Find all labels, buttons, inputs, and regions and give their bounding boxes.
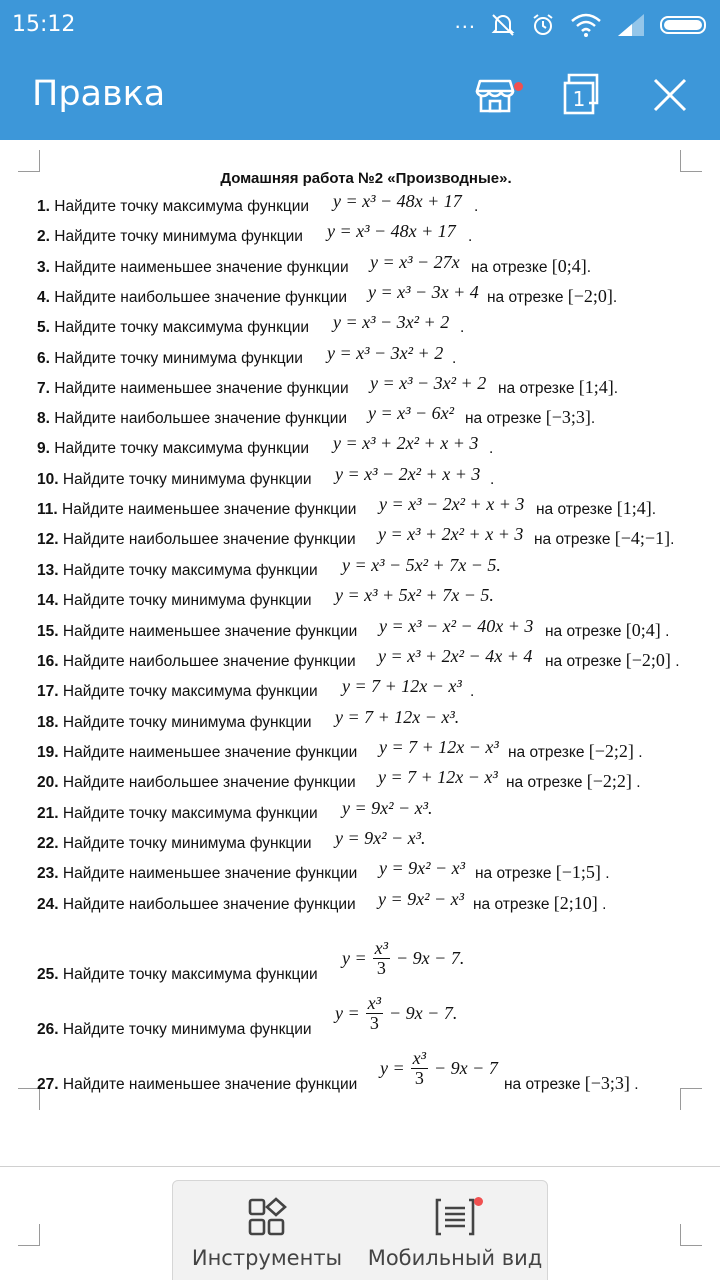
task-label xyxy=(37,966,318,984)
range-value: [−2;0] xyxy=(567,286,613,306)
task-end-mark: . xyxy=(470,683,475,700)
task-formula: y = x³ − 3x² + 2 xyxy=(333,312,450,332)
task-formula: y = 7 + 12x − x³ xyxy=(379,737,499,757)
task-item xyxy=(37,556,707,586)
task-number: 2. xyxy=(37,228,50,245)
task-label xyxy=(37,501,356,519)
range-label: на отрезке xyxy=(508,744,589,761)
task-label xyxy=(37,380,349,398)
task-suffix xyxy=(471,256,591,277)
task-end-mark: . xyxy=(660,623,670,640)
task-number: 20. xyxy=(37,774,59,791)
task-number: 19. xyxy=(37,744,59,761)
range-value: [−2;2] xyxy=(586,771,632,791)
task-text: Найдите точку минимума функции xyxy=(62,714,312,731)
mobile-view-badge xyxy=(474,1197,483,1206)
task-formula: y = x³ − 3x² + 2 xyxy=(327,343,444,363)
range-value: [−4;−1] xyxy=(614,528,671,548)
tools-grid-icon xyxy=(247,1197,287,1237)
task-text: Найдите наибольшее значение функции xyxy=(54,410,348,427)
task-end-mark: . xyxy=(631,774,641,791)
task-end-mark: . xyxy=(468,228,473,245)
task-item xyxy=(37,859,707,889)
fraction-denominator: 3 xyxy=(414,1068,424,1089)
task-formula: y = x³ − 2x² + x + 3 xyxy=(335,464,481,484)
task-text: Найдите точку максимума функции xyxy=(62,805,318,822)
formula-lead: y = xyxy=(335,1003,360,1024)
task-item xyxy=(37,1040,707,1102)
task-formula: y = x³ − 2x² + x + 3 xyxy=(379,494,525,514)
task-item xyxy=(37,738,707,768)
task-number: 22. xyxy=(37,835,59,852)
task-end-mark: . xyxy=(460,319,465,336)
task-end-mark: . xyxy=(452,350,457,367)
task-label xyxy=(37,259,349,277)
task-item xyxy=(37,799,707,829)
task-formula: y = x³ + 2x² + x + 3 xyxy=(378,524,524,544)
range-label: на отрезке xyxy=(475,865,556,882)
close-button[interactable] xyxy=(645,70,695,120)
task-suffix xyxy=(465,407,595,428)
task-suffix xyxy=(468,228,472,246)
status-time: 15:12 xyxy=(12,12,76,37)
task-number: 24. xyxy=(37,896,59,913)
page-title: Правка xyxy=(32,74,166,114)
task-formula: y = x³ − x² − 40x + 3 xyxy=(379,616,534,636)
task-label xyxy=(37,1076,357,1094)
task-label xyxy=(37,319,309,337)
fraction xyxy=(366,994,383,1033)
range-label: на отрезке xyxy=(471,259,552,276)
task-formula: y = 9x² − x³. xyxy=(342,798,433,818)
task-end-mark: . xyxy=(586,259,592,276)
task-number: 1. xyxy=(37,198,50,215)
task-text: Найдите наименьшее значение функции xyxy=(62,865,358,882)
task-item xyxy=(37,677,707,707)
range-label: на отрезке xyxy=(465,410,546,427)
task-text: Найдите наименьшее значение функции xyxy=(54,380,349,397)
task-formula: y = x³ + 5x² + 7x − 5. xyxy=(335,585,494,605)
task-label xyxy=(37,410,347,428)
task-suffix xyxy=(545,620,669,641)
task-formula: y = 9x² − x³ xyxy=(378,889,465,909)
task-text: Найдите наименьшее значение функции xyxy=(54,259,349,276)
task-number: 11. xyxy=(37,501,58,518)
task-number: 14. xyxy=(37,592,59,609)
task-end-mark: . xyxy=(670,531,675,548)
task-formula xyxy=(335,994,457,1033)
task-end-mark: . xyxy=(600,865,610,882)
formula-tail: − 9x − 7. xyxy=(396,948,465,969)
status-icons xyxy=(455,8,710,42)
mobile-view-button[interactable] xyxy=(361,1191,549,1280)
task-number: 7. xyxy=(37,380,50,397)
fraction-denominator: 3 xyxy=(369,1013,379,1034)
task-formula: y = 9x² − x³. xyxy=(335,828,426,848)
document-title: Домашняя работа №2 «Производные». xyxy=(220,170,512,187)
task-item xyxy=(37,890,707,920)
range-label: на отрезке xyxy=(545,653,626,670)
task-number: 26. xyxy=(37,1021,59,1038)
task-item xyxy=(37,647,707,677)
range-label: на отрезке xyxy=(534,531,615,548)
task-number: 27. xyxy=(37,1076,59,1093)
task-suffix xyxy=(536,498,656,519)
task-number: 9. xyxy=(37,440,50,457)
page-corner-mark xyxy=(18,150,40,172)
task-number: 15. xyxy=(37,623,59,640)
task-item xyxy=(37,586,707,616)
mobile-view-label: Мобильный вид xyxy=(367,1246,543,1270)
task-suffix xyxy=(474,198,478,216)
task-item xyxy=(37,930,707,992)
task-number: 23. xyxy=(37,865,59,882)
fraction-numerator: x³ xyxy=(412,1048,427,1069)
store-button[interactable] xyxy=(470,70,520,120)
page-corner-mark xyxy=(680,1224,702,1246)
task-label xyxy=(37,562,318,580)
close-icon xyxy=(652,77,688,113)
range-value: [−1;5] xyxy=(555,862,601,882)
task-end-mark: . xyxy=(474,198,479,215)
task-label xyxy=(37,744,357,762)
task-formula: y = x³ − 6x² xyxy=(368,403,455,423)
task-item xyxy=(37,404,707,434)
range-value: [−3;3] xyxy=(545,407,591,427)
task-text: Найдите точку максимума функции xyxy=(54,319,310,336)
task-suffix xyxy=(460,319,464,337)
fraction xyxy=(411,1049,428,1088)
task-suffix xyxy=(506,771,641,792)
fraction-denominator: 3 xyxy=(376,958,386,979)
task-label xyxy=(37,653,356,671)
task-label xyxy=(37,623,357,641)
task-item xyxy=(37,525,707,555)
task-formula xyxy=(342,939,464,978)
task-item xyxy=(37,829,707,859)
task-label xyxy=(37,289,347,307)
task-formula: y = x³ + 2x² + x + 3 xyxy=(333,433,479,453)
task-text: Найдите наибольшее значение функции xyxy=(62,774,356,791)
range-label: на отрезке xyxy=(487,289,568,306)
page-corner-mark xyxy=(680,150,702,172)
task-end-mark: . xyxy=(597,896,607,913)
task-number: 8. xyxy=(37,410,50,427)
task-suffix xyxy=(487,286,617,307)
task-label xyxy=(37,350,303,368)
task-item xyxy=(37,253,707,283)
task-item xyxy=(37,374,707,404)
task-item xyxy=(37,768,707,798)
range-value: [−2;0] xyxy=(625,650,671,670)
task-text: Найдите точку минимума функции xyxy=(62,835,312,852)
task-end-mark: . xyxy=(633,744,643,761)
task-text: Найдите наибольшее значение функции xyxy=(62,896,356,913)
task-formula: y = 7 + 12x − x³ xyxy=(378,767,498,787)
task-text: Найдите точку максимума функции xyxy=(62,562,318,579)
task-item xyxy=(37,344,707,374)
task-item xyxy=(37,985,707,1047)
task-item xyxy=(37,283,707,313)
range-label: на отрезке xyxy=(504,1076,585,1093)
copy-count: 1 xyxy=(572,87,586,111)
task-label xyxy=(37,774,356,792)
formula-tail: − 9x − 7. xyxy=(389,1003,458,1024)
task-end-mark: . xyxy=(490,471,495,488)
range-value: [0;4] xyxy=(551,256,587,276)
task-suffix xyxy=(504,1073,639,1094)
task-end-mark: . xyxy=(629,1076,639,1093)
wifi-icon xyxy=(570,12,602,38)
task-number: 10. xyxy=(37,471,59,488)
pages-button[interactable] xyxy=(558,70,608,120)
range-label: на отрезке xyxy=(473,896,554,913)
task-suffix xyxy=(545,650,680,671)
alarm-icon xyxy=(530,12,556,38)
mute-icon xyxy=(490,12,516,38)
range-label: на отрезке xyxy=(545,623,626,640)
task-formula: y = x³ − 48x + 17 xyxy=(327,221,456,241)
task-text: Найдите точку максимума функции xyxy=(62,683,318,700)
task-label xyxy=(37,714,312,732)
task-formula: y = x³ − 3x² + 2 xyxy=(370,373,487,393)
task-item xyxy=(37,495,707,525)
page-corner-mark xyxy=(18,1224,40,1246)
task-text: Найдите точку максимума функции xyxy=(54,198,310,215)
range-value: [0;4] xyxy=(625,620,661,640)
signal-icon xyxy=(616,12,646,38)
task-label xyxy=(37,683,318,701)
task-number: 18. xyxy=(37,714,59,731)
task-end-mark: . xyxy=(612,289,618,306)
battery-icon xyxy=(660,12,710,38)
task-text: Найдите наибольшее значение функции xyxy=(54,289,348,306)
task-suffix xyxy=(489,440,493,458)
range-value: [2;10] xyxy=(553,893,598,913)
task-suffix xyxy=(490,471,494,489)
task-text: Найдите точку минимума функции xyxy=(62,471,312,488)
formula-lead: y = xyxy=(342,948,367,969)
more-dots-icon: ... xyxy=(454,8,476,33)
status-bar xyxy=(0,0,720,50)
task-number: 25. xyxy=(37,966,59,983)
range-label: на отрезке xyxy=(498,380,579,397)
task-text: Найдите наибольшее значение функции xyxy=(62,653,356,670)
task-item xyxy=(37,465,707,495)
task-item xyxy=(37,313,707,343)
formula-lead: y = xyxy=(380,1058,405,1079)
task-label xyxy=(37,198,309,216)
task-suffix xyxy=(470,683,474,701)
task-text: Найдите наименьшее значение функции xyxy=(62,623,358,640)
task-label xyxy=(37,835,312,853)
formula-tail: − 9x − 7 xyxy=(434,1058,498,1079)
task-item xyxy=(37,192,707,222)
range-value: [1;4] xyxy=(578,377,614,397)
task-suffix xyxy=(475,862,610,883)
task-number: 4. xyxy=(37,289,50,306)
task-formula: y = x³ + 2x² − 4x + 4 xyxy=(378,646,533,666)
task-end-mark: . xyxy=(651,501,657,518)
task-suffix xyxy=(473,893,606,914)
task-label xyxy=(37,531,356,549)
task-label xyxy=(37,228,303,246)
range-value: [−2;2] xyxy=(588,741,634,761)
task-end-mark: . xyxy=(590,410,596,427)
task-text: Найдите наименьшее значение функции xyxy=(62,744,358,761)
task-item xyxy=(37,708,707,738)
task-formula: y = 9x² − x³ xyxy=(379,858,466,878)
task-number: 17. xyxy=(37,683,59,700)
range-value: [1;4] xyxy=(616,498,652,518)
task-label xyxy=(37,865,357,883)
range-label: на отрезке xyxy=(506,774,587,791)
task-text: Найдите точку минимума функции xyxy=(54,350,303,367)
task-text: Найдите точку минимума функции xyxy=(62,592,312,609)
document-page[interactable] xyxy=(0,140,720,1166)
task-text: Найдите точку максимума функции xyxy=(54,440,310,457)
task-text: Найдите наибольшее значение функции xyxy=(62,531,356,548)
task-text: Найдите точку минимума функции xyxy=(54,228,303,245)
task-number: 5. xyxy=(37,319,50,336)
task-label xyxy=(37,592,312,610)
task-suffix xyxy=(452,350,456,368)
tools-button[interactable] xyxy=(173,1191,361,1280)
task-formula: y = 7 + 12x − x³ xyxy=(342,676,462,696)
tools-label: Инструменты xyxy=(191,1246,343,1270)
task-label xyxy=(37,471,312,489)
task-number: 12. xyxy=(37,531,59,548)
range-label: на отрезке xyxy=(536,501,617,518)
task-formula: y = x³ − 27x xyxy=(370,252,460,272)
task-formula xyxy=(380,1049,498,1088)
store-badge xyxy=(514,82,523,91)
task-number: 3. xyxy=(37,259,50,276)
task-formula: y = x³ − 3x + 4 xyxy=(368,282,479,302)
task-formula: y = x³ − 5x² + 7x − 5. xyxy=(342,555,501,575)
bottom-toolbar xyxy=(172,1180,548,1280)
app-bar xyxy=(0,50,720,140)
task-suffix xyxy=(508,741,643,762)
copy-pages-icon xyxy=(561,73,605,117)
fraction-numerator: x³ xyxy=(374,938,389,959)
task-label xyxy=(37,805,318,823)
task-label xyxy=(37,896,356,914)
task-text: Найдите точку максимума функции xyxy=(62,966,318,983)
task-formula: y = 7 + 12x − x³. xyxy=(335,707,460,727)
range-value: [−3;3] xyxy=(584,1073,630,1093)
task-item xyxy=(37,222,707,252)
store-icon xyxy=(475,75,515,115)
task-number: 6. xyxy=(37,350,50,367)
task-text: Найдите точку минимума функции xyxy=(62,1021,312,1038)
task-end-mark: . xyxy=(670,653,680,670)
task-label xyxy=(37,440,309,458)
task-suffix xyxy=(534,528,674,549)
task-formula: y = x³ − 48x + 17 xyxy=(333,191,462,211)
mobile-view-icon xyxy=(433,1197,477,1237)
task-item xyxy=(37,434,707,464)
task-number: 21. xyxy=(37,805,59,822)
task-number: 16. xyxy=(37,653,59,670)
task-end-mark: . xyxy=(489,440,494,457)
task-item xyxy=(37,617,707,647)
task-number: 13. xyxy=(37,562,59,579)
task-suffix xyxy=(498,377,618,398)
task-text: Найдите наименьшее значение функции xyxy=(62,501,357,518)
task-text: Найдите наименьшее значение функции xyxy=(62,1076,358,1093)
fraction-numerator: x³ xyxy=(367,993,382,1014)
task-end-mark: . xyxy=(613,380,619,397)
fraction xyxy=(373,939,390,978)
task-label xyxy=(37,1021,312,1039)
